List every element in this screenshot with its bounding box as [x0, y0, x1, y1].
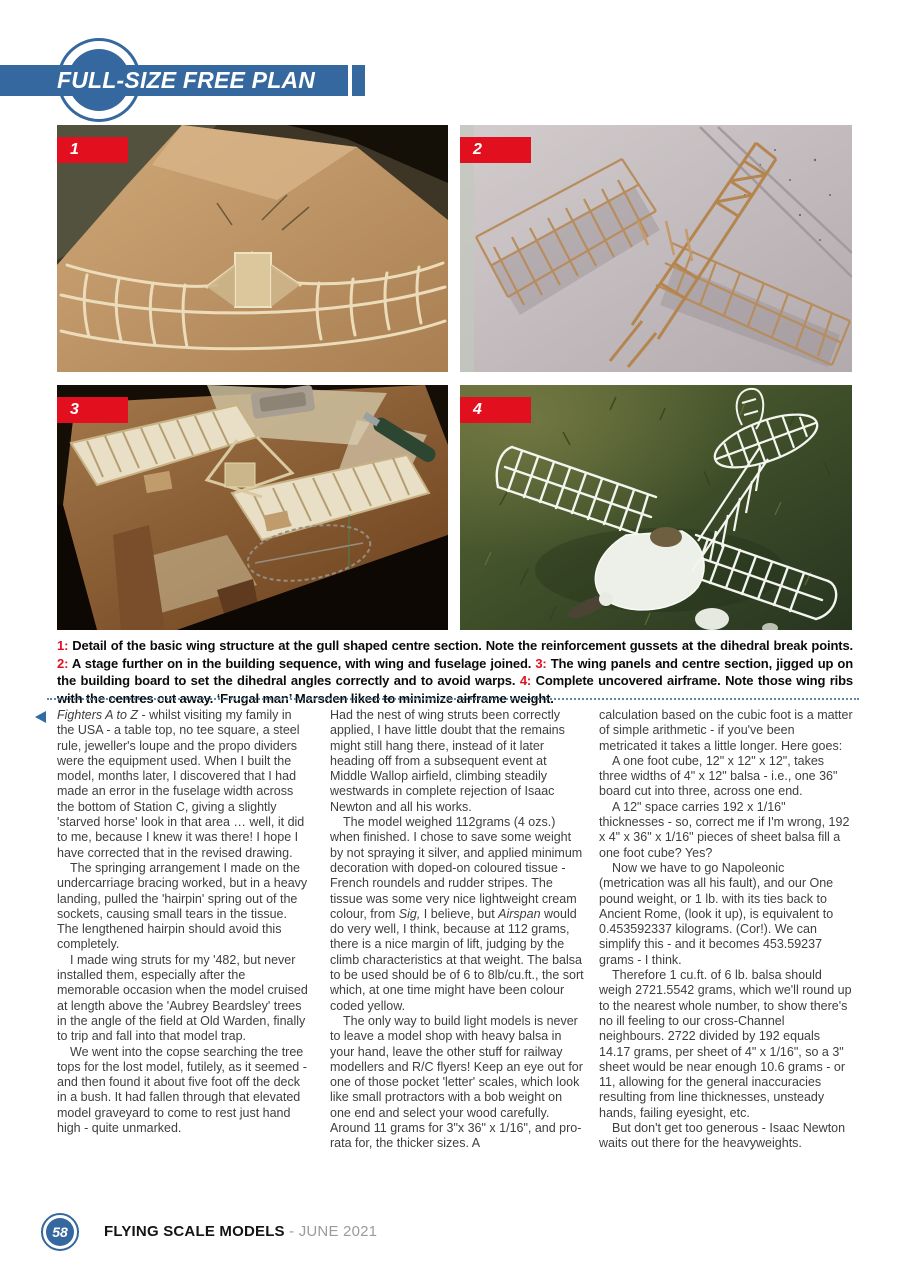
caption-number-2: 2: [57, 655, 69, 671]
caption-number-1: 1: [57, 638, 69, 653]
caption-text-4: Complete uncovered airframe. Note those wing ribs with the centres cut away. ‘Frugal man’ Marsden liked to minimize airframe weight. [57, 673, 853, 706]
photo-3-number-badge [57, 397, 128, 423]
caption-text-3: The wing panels and centre section, jigged up on the building board to set the dihedral angles correctly and to avoid warps. [57, 655, 853, 688]
paragraph [330, 815, 584, 1014]
paragraph: A one foot cube, 12" x 12" x 12", takes three widths of 4" x 12" balsa - i.e., one 36" board cut into three, across one end. [599, 753, 838, 799]
paragraph-part: I believe, but [420, 906, 499, 921]
photo-caption [57, 637, 853, 707]
caption-text-1: Detail of the basic wing structure at the gull shaped centre section. Note the reinforcement gussets at the dihedral break points. [72, 638, 853, 653]
photo-3-number: 3 [70, 401, 79, 418]
banner-end-square [352, 65, 365, 96]
photo-4-number-badge [460, 397, 531, 423]
footer-magazine-title [104, 1223, 377, 1240]
paragraph: I made wing struts for my '482, but never installed them, especially after the memorable occasion when the model cruised at length above the 'Aubrey Beardsley' trees in the angle of the field at Old Warden, finally to trip and fall into that model trap. [57, 952, 308, 1044]
lead-triangle-icon [35, 711, 46, 723]
photo-3-panels-jigged [57, 385, 448, 630]
photo-4-complete-airframe [460, 385, 852, 630]
paragraph: We went into the copse searching the tree tops for the lost model, futilely, as it seemed - and then found it about five foot off the deck in a bush. It had fallen through that elevated model graveyard to come to rest just hand high - quite unmarked. [57, 1044, 307, 1136]
paragraph: The only way to build light models is never to leave a model shop with heavy balsa in your hand, leave the other stuff for railway modellers and R/C flyers! Keep an eye out for one of those pocket 'letter' scales, which look like small protractors with a bob weight on one end and select your wood carefully. Around 11 grams for 3"x 36" x 1/16", and pro-rata for, the thicker sizes. A [330, 1013, 583, 1151]
paragraph: The springing arrangement I made on the undercarriage bracing worked, but in a heavy landing, pulled the 'hairpin' spring out of the sockets, causing small tears in the tissue. The lengthened hairpin should avoid this completely. [57, 860, 308, 952]
paragraph: Therefore 1 cu.ft. of 6 lb. balsa should weigh 2721.5542 grams, which we'll round up to the nearest whole number, to show there's no ill feeling to our cross-Channel neighbours. 2722 divided by 192 equals 14.17 grams, per sheet of 4" x 1/16", so a 3" sheet would be near enough 10.6 grams - or 11, allowing for the general inaccuracies resulting from line thicknesses, unsteady hands, failing eyesight, etc. [599, 968, 852, 1120]
issue-date: - JUNE 2021 [289, 1223, 378, 1240]
caption-number-3: 3: [535, 655, 547, 671]
dotted-separator [47, 698, 859, 700]
paragraph: A 12" space carries 192 x 1/16" thicknesses - so, correct me if I'm wrong, 192 x 4" x 36" x 1/16" pieces of sheet balsa fill a one foot cube? Yes? [599, 799, 850, 860]
paragraph-lead [57, 708, 311, 861]
photo-1-number: 1 [70, 141, 79, 158]
page-number-badge [41, 1213, 79, 1251]
brand-airspan: Airspan [498, 906, 541, 921]
paragraph: Had the nest of wing struts been correctly applied, I have little doubt that the remains might still hang there, instead of it later heading off from a subsequent event at Middle Wallop airfield, climbing steadily westwards in complete rejection of Isaac Newton and all his works. [330, 708, 565, 814]
lead-italic-title: Fighters A to Z [57, 708, 139, 722]
article-column-2 [330, 708, 584, 1152]
photo-2-wing-fuselage-joined [460, 125, 852, 372]
photo-1-number-badge [57, 137, 128, 163]
paragraph: Now we have to go Napoleonic (metrication was all his fault), and our One pound weight, or 1 lb. with its ties back to Ancient Rome, (look it up), is equivalent to 0.453592337 kilograms. (Cor!). We can simplify this - and it becomes 453.59237 grams - I think. [599, 860, 834, 967]
photo-1-wing-structure [57, 125, 448, 372]
page-number: 58 [52, 1224, 68, 1240]
paragraph: calculation based on the cubic foot is a matter of simple arithmetic - if you've been metricated it takes a little longer. Here goes: [599, 708, 853, 753]
article-column-3 [599, 708, 853, 1152]
photo-4-number: 4 [473, 401, 482, 418]
brand-sig: Sig, [398, 906, 421, 921]
caption-number-4: 4: [519, 673, 532, 688]
lead-rest: - whilst visiting my family in the USA - a table top, no tee square, a steel rule, jeweller's loupe and the propo dividers were the equipment used. When I built the model, months later, I discovered that I had made an error in the fuselage width across the bottom of Station C, giving a slightly 'starved horse' look in that area … well, it did to me, because I knew it was there! I hope I have corrected that in the revised drawing. [57, 708, 305, 860]
photo-2-number-badge [460, 137, 531, 163]
caption-text-2: A stage further on in the building sequence, with wing and fuselage joined. [71, 655, 532, 671]
paragraph-part: would do very well, I think, because at 112 grams, there is a nice margin of lift, judging by the climb characteristics at that weight. The balsa to be used should be of 6 to 8lb/cu.ft., the sort which, at one time might have been colour coded yellow. [330, 906, 584, 1013]
magazine-name: FLYING SCALE MODELS [104, 1223, 285, 1240]
banner-title: FULL-SIZE FREE PLAN [57, 67, 316, 93]
article-column-1 [57, 708, 311, 1136]
paragraph-part: The model weighed 112grams (4 ozs.) when finished. I chose to save some weight by not spraying it silver, and applied minimum decoration with doped-on coloured tissue - French roundels and rudder stripes. The tissue was some very nice lightweight cream colour, from [330, 815, 583, 921]
paragraph: But don't get too generous - Isaac Newton waits out there for the heavyweights. [599, 1121, 846, 1151]
photo-2-number: 2 [473, 141, 482, 158]
